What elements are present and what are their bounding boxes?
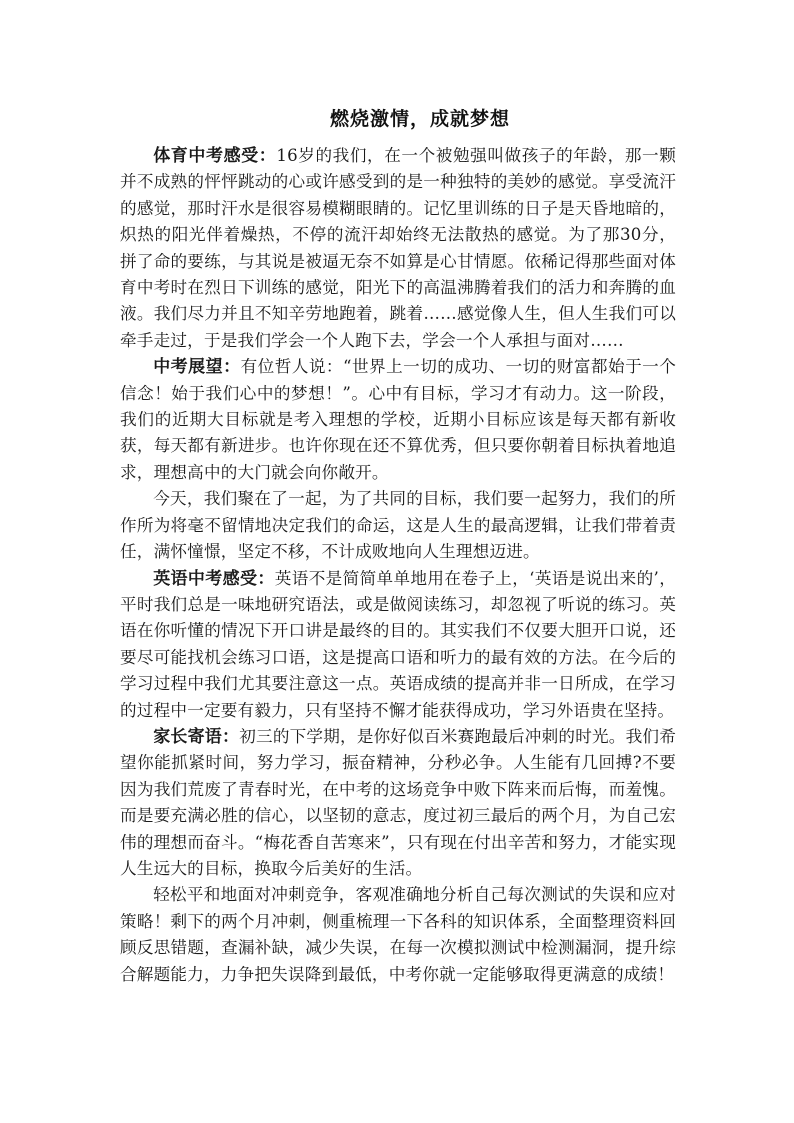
paragraph-text: 轻松平和地面对冲刺竞争，客观准确地分析自己每次测试的失误和应对策略！剩下的两个月冲刺，侧重梳理一下各科的知识体系，全面整理资料回顾反思错题，查漏补缺，减少失误，在每一次模拟测试中检测漏洞，提升综合解题能力，力争把失误降到最低，中考你就一定能够取得更满意的成绩！ (120, 885, 676, 984)
document-body (120, 143, 676, 988)
paragraph-together (120, 486, 676, 565)
document-title: 燃烧激情，成就梦想 (329, 108, 510, 130)
paragraph-text: 英语不是简简单单地用在卷子上，‘英语是说出来的’，平时我们总是一味地研究语法，或是做阅读练习，却忽视了听说的练习。英语在你听懂的情况下开口讲是最终的目的。其实我们不仅要大胆开口说，还要尽可能找机会练习口语，这是提高口语和听力的最有效的方法。在今后的学习过程中我们尤其要注意这一点。英语成绩的提高并非一日所成，在学习的过程中一定要有毅力，只有坚持不懈才能获得成功，学习外语贵在坚持。 (120, 568, 676, 720)
paragraph-heading: 家长寄语： (153, 726, 240, 747)
paragraph-english-exam (120, 566, 676, 724)
paragraph-heading: 体育中考感受： (153, 146, 277, 166)
paragraph-heading: 中考展望： (153, 357, 241, 378)
paragraph-text: 16岁的我们，在一个被勉强叫做孩子的年龄，那一颗并不成熟的怦怦跳动的心或许感受到的是一种独特的美妙的感觉。享受流汗的感觉，那时汗水是很容易模糊眼睛的。记忆里训练的日子是天昏地暗的，炽热的阳光伴着燥热，不停的流汗却始终无法散热的感觉。为了那30分，拼了命的要练，与其说是被逼无奈不如算是心甘情愿。依稀记得那些面对体育中考时在烈日下训练的感觉，阳光下的高温沸腾着我们的活力和奔腾的血液。我们尽力并且不知辛劳地跑着，跳着……感觉像人生，但人生我们可以牵手走过，于是我们学会一个人跑下去，学会一个人承担与面对…… (120, 146, 677, 350)
paragraph-text: 有位哲人说：“世界上一切的成功、一切的财富都始于一个信念！始于我们心中的梦想！”。心中有目标，学习才有动力。这一阶段，我们的近期大目标就是考入理想的学校，近期小目标应该是每天都有新收获，每天都有新进步。也许你现在还不算优秀，但只要你朝着目标执着地追求，理想高中的大门就会向你敞开。 (120, 357, 677, 482)
paragraph-heading: 英语中考感受： (153, 568, 275, 589)
paragraph-text: 初三的下学期，是你好似百米赛跑最后冲刺的时光。我们希望你能抓紧时间，努力学习，振奋精神，分秒必争。人生能有几回搏?不要因为我们荒废了青春时光，在中考的这场竞争中败下阵来而后悔，而羞愧。而是要充满必胜的信心，以坚韧的意志，度过初三最后的两个月，为自己宏伟的理想而奋斗。“梅花香自苦寒来”，只有现在付出辛苦和努力，才能实现人生远大的目标，换取今后美好的生活。 (120, 726, 676, 878)
paragraph-sports-exam (120, 143, 676, 354)
paragraph-text: 今天，我们聚在了一起，为了共同的目标，我们要一起努力，我们的所作所为将毫不留情地决定我们的命运，这是人生的最高逻辑，让我们带着责任，满怀憧憬，坚定不移，不计成败地向人生理想迈进。 (120, 489, 676, 562)
paragraph-final-sprint (120, 882, 676, 988)
paragraph-exam-outlook (120, 354, 676, 486)
paragraph-parent-message (120, 724, 676, 882)
